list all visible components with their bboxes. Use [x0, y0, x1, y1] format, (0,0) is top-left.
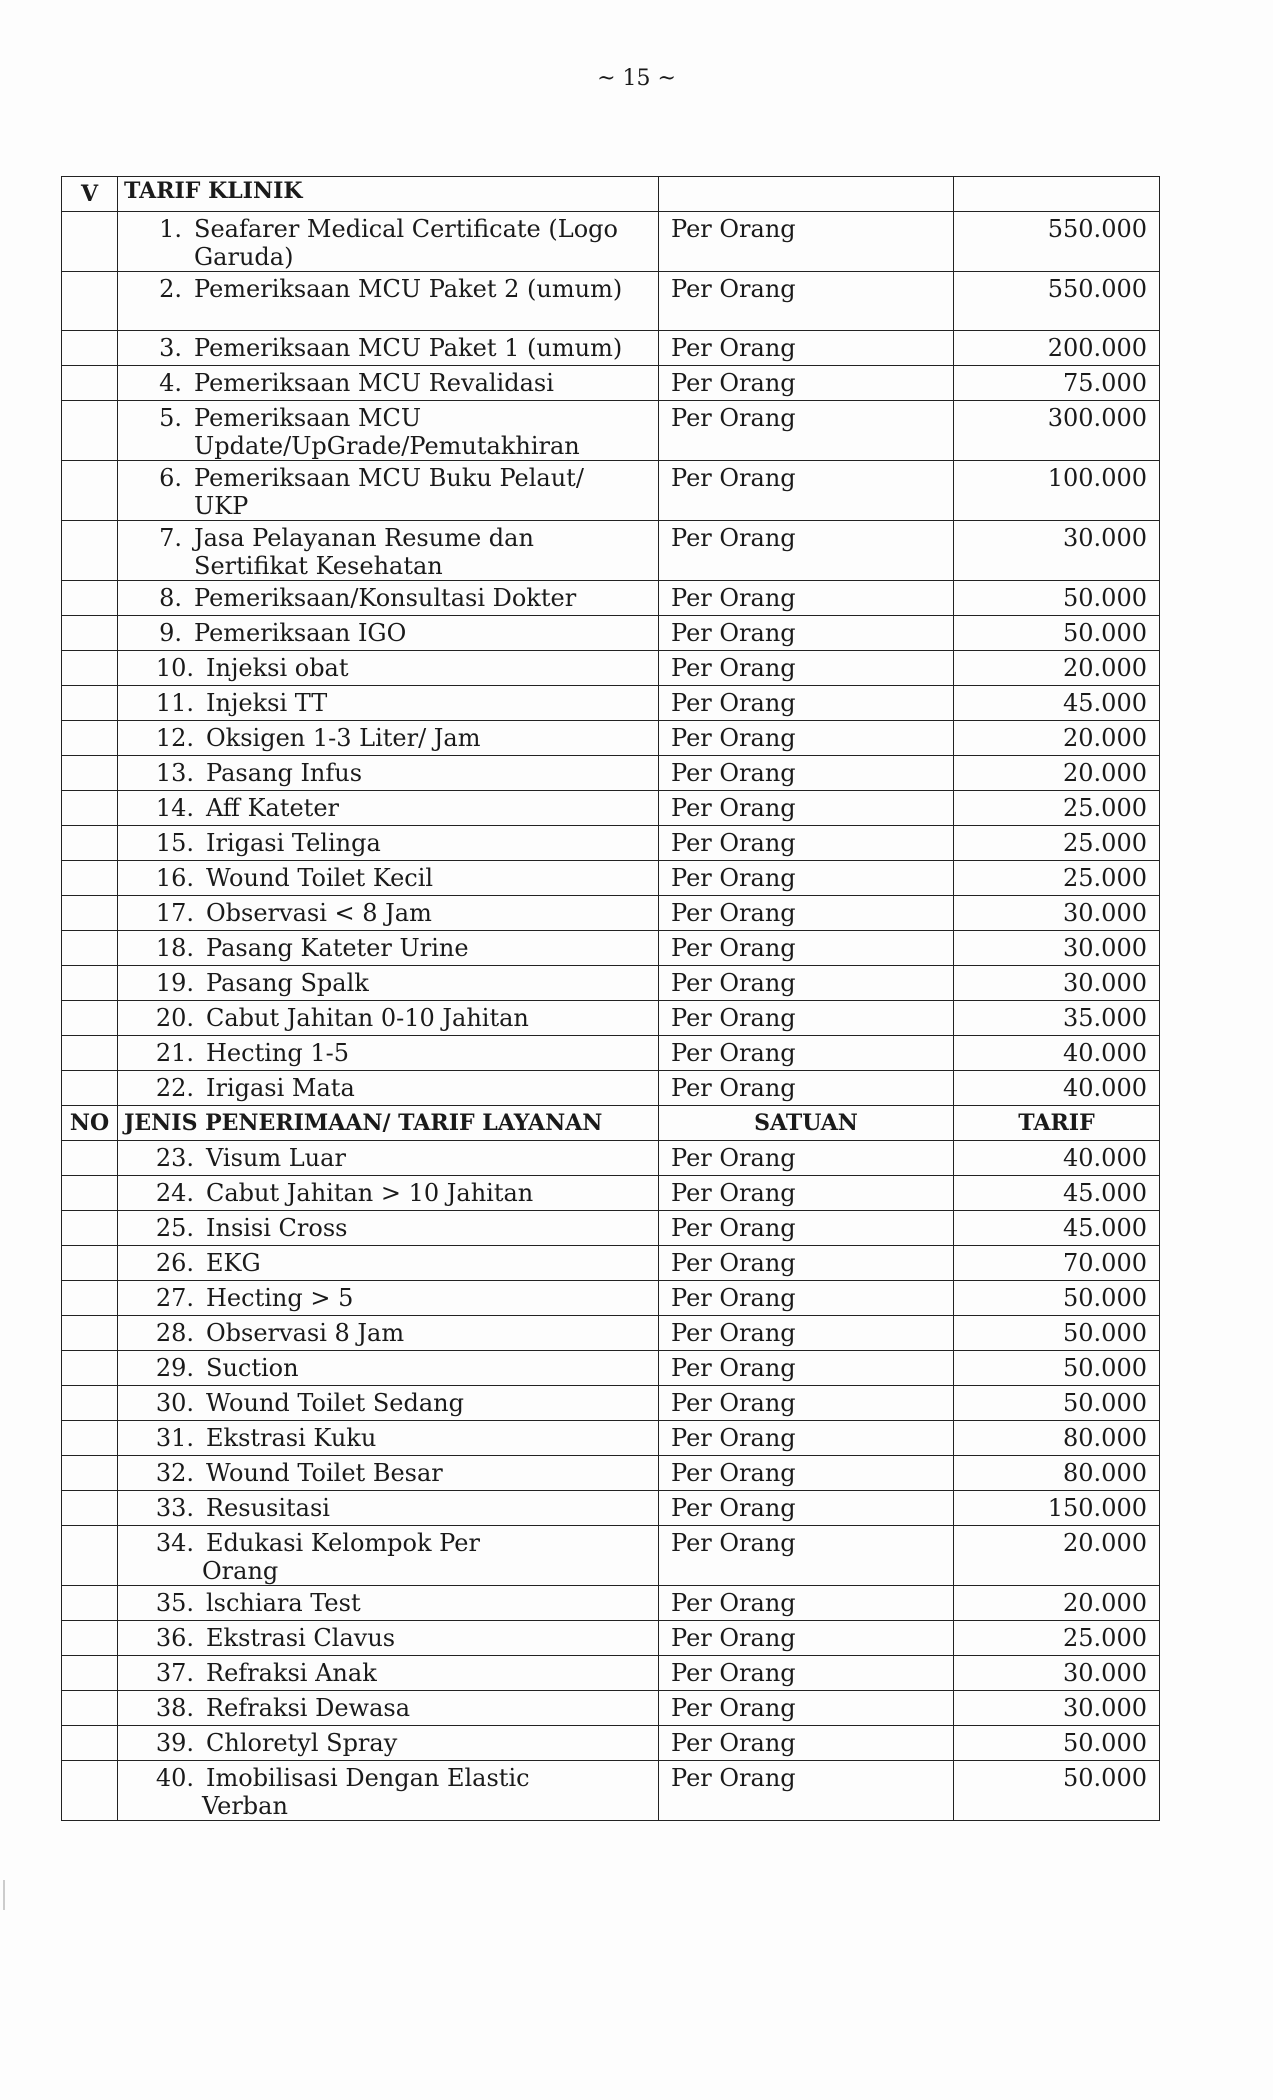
item-index: 1. [159, 215, 182, 243]
item-name-cell [118, 1526, 659, 1586]
item-index: 4. [159, 369, 182, 397]
item-unit: Per Orang [659, 651, 954, 686]
item-tariff: 45.000 [954, 1176, 1160, 1211]
item-name-cell [118, 521, 659, 581]
section-title: TARIF KLINIK [118, 177, 659, 212]
item-name-cell [118, 1586, 659, 1621]
item-index: 19. [155, 969, 194, 997]
item-name: lschiara Test [206, 1589, 361, 1617]
item-unit: Per Orang [659, 461, 954, 521]
item-index: 40. [155, 1764, 194, 1792]
item-tariff: 70.000 [954, 1246, 1160, 1281]
item-unit: Per Orang [659, 401, 954, 461]
item-name: Pasang Kateter Urine [206, 934, 469, 962]
item-unit: Per Orang [659, 272, 954, 331]
item-tariff: 100.000 [954, 461, 1160, 521]
row-no-cell [62, 461, 118, 521]
item-name-cell [118, 791, 659, 826]
item-name-cell [118, 721, 659, 756]
item-unit: Per Orang [659, 1001, 954, 1036]
item-name: Ekstrasi Kuku [206, 1424, 377, 1452]
item-index: 5. [159, 404, 182, 432]
row-no-cell [62, 1691, 118, 1726]
row-no-cell [62, 1726, 118, 1761]
item-tariff: 45.000 [954, 1211, 1160, 1246]
column-header-row [62, 1106, 1160, 1141]
item-index: 25. [155, 1214, 194, 1242]
item-unit: Per Orang [659, 1211, 954, 1246]
row-no-cell [62, 861, 118, 896]
row-no-cell [62, 1656, 118, 1691]
row-no-cell [62, 1586, 118, 1621]
item-index: 22. [155, 1074, 194, 1102]
item-name-cell [118, 1761, 659, 1821]
tariff-table-body [62, 177, 1160, 1821]
row-no-cell [62, 1526, 118, 1586]
item-tariff: 20.000 [954, 756, 1160, 791]
item-name: Pemeriksaan/Konsultasi Dokter [194, 584, 577, 612]
row-no-cell [62, 1351, 118, 1386]
item-tariff: 300.000 [954, 401, 1160, 461]
item-tariff: 20.000 [954, 721, 1160, 756]
table-row [62, 861, 1160, 896]
item-index: 8. [159, 584, 182, 612]
item-name: Pemeriksaan MCU Paket 2 (umum) [194, 275, 623, 303]
item-unit: Per Orang [659, 826, 954, 861]
item-index: 13. [155, 759, 194, 787]
item-index: 15. [155, 829, 194, 857]
row-no-cell [62, 1621, 118, 1656]
item-index: 28. [155, 1319, 194, 1347]
table-row [62, 1691, 1160, 1726]
table-row [62, 1246, 1160, 1281]
table-row [62, 1621, 1160, 1656]
item-name: EKG [206, 1249, 261, 1277]
item-name: Resusitasi [206, 1494, 330, 1522]
item-unit: Per Orang [659, 931, 954, 966]
item-index: 29. [155, 1354, 194, 1382]
row-no-cell [62, 1761, 118, 1821]
item-name-cell [118, 756, 659, 791]
row-no-cell [62, 1176, 118, 1211]
row-no-cell [62, 521, 118, 581]
item-name: Chloretyl Spray [206, 1729, 398, 1757]
item-name-cell [118, 1386, 659, 1421]
row-no-cell [62, 1456, 118, 1491]
item-index: 31. [155, 1424, 194, 1452]
item-index: 30. [155, 1389, 194, 1417]
table-row [62, 651, 1160, 686]
item-name-cell [118, 581, 659, 616]
item-unit: Per Orang [659, 331, 954, 366]
item-name: Pemeriksaan MCU Revalidasi [194, 369, 554, 397]
item-tariff: 30.000 [954, 931, 1160, 966]
item-index: 21. [155, 1039, 194, 1067]
item-tariff: 40.000 [954, 1036, 1160, 1071]
table-row [62, 461, 1160, 521]
section-number: V [62, 177, 118, 212]
item-name: Pasang Infus [206, 759, 363, 787]
item-unit: Per Orang [659, 756, 954, 791]
item-tariff: 30.000 [954, 1656, 1160, 1691]
row-no-cell [62, 1141, 118, 1176]
item-index: 39. [155, 1729, 194, 1757]
item-name-cell [118, 461, 659, 521]
item-index: 35. [155, 1589, 194, 1617]
item-tariff: 50.000 [954, 616, 1160, 651]
item-index: 20. [155, 1004, 194, 1032]
item-name: Hecting > 5 [206, 1284, 354, 1312]
row-no-cell [62, 756, 118, 791]
item-name-cell [118, 212, 659, 272]
row-no-cell [62, 1281, 118, 1316]
row-no-cell [62, 651, 118, 686]
item-index: 24. [155, 1179, 194, 1207]
row-no-cell [62, 791, 118, 826]
item-unit: Per Orang [659, 1141, 954, 1176]
item-unit: Per Orang [659, 1726, 954, 1761]
item-name: Injeksi obat [206, 654, 349, 682]
table-row [62, 1726, 1160, 1761]
item-unit: Per Orang [659, 1621, 954, 1656]
table-row [62, 1281, 1160, 1316]
item-name-cell [118, 966, 659, 1001]
item-name: Hecting 1-5 [206, 1039, 349, 1067]
item-unit: Per Orang [659, 1386, 954, 1421]
item-index: 10. [155, 654, 194, 682]
item-tariff: 20.000 [954, 1586, 1160, 1621]
row-no-cell [62, 1211, 118, 1246]
item-name: Cabut Jahitan 0-10 Jahitan [206, 1004, 529, 1032]
item-tariff: 30.000 [954, 1691, 1160, 1726]
item-index: 7. [159, 524, 182, 552]
item-unit: Per Orang [659, 861, 954, 896]
table-row [62, 721, 1160, 756]
item-name: Observasi 8 Jam [206, 1319, 405, 1347]
table-row [62, 1526, 1160, 1586]
item-name: Observasi < 8 Jam [206, 899, 432, 927]
item-name-cell [118, 272, 659, 331]
item-index: 34. [155, 1529, 194, 1557]
table-row [62, 1071, 1160, 1106]
table-row [62, 1386, 1160, 1421]
table-row [62, 756, 1160, 791]
item-tariff: 40.000 [954, 1071, 1160, 1106]
item-unit: Per Orang [659, 791, 954, 826]
row-no-cell [62, 1001, 118, 1036]
page-number: ~ 15 ~ [597, 66, 676, 91]
item-tariff: 150.000 [954, 1491, 1160, 1526]
table-row [62, 1316, 1160, 1351]
item-tariff: 80.000 [954, 1456, 1160, 1491]
item-tariff: 25.000 [954, 861, 1160, 896]
item-name: Wound Toilet Sedang [206, 1389, 464, 1417]
item-name-cell [118, 1421, 659, 1456]
item-index: 3. [159, 334, 182, 362]
item-index: 38. [155, 1694, 194, 1722]
item-index: 27. [155, 1284, 194, 1312]
item-unit: Per Orang [659, 1176, 954, 1211]
item-name: Wound Toilet Kecil [206, 864, 434, 892]
item-tariff: 200.000 [954, 331, 1160, 366]
item-tariff: 35.000 [954, 1001, 1160, 1036]
table-row [62, 521, 1160, 581]
table-row [62, 1456, 1160, 1491]
table-row [62, 1001, 1160, 1036]
item-name-cell [118, 1726, 659, 1761]
table-row [62, 331, 1160, 366]
table-row [62, 581, 1160, 616]
item-tariff: 25.000 [954, 826, 1160, 861]
table-row [62, 1351, 1160, 1386]
item-name-cell [118, 826, 659, 861]
table-row [62, 1761, 1160, 1821]
item-tariff: 20.000 [954, 651, 1160, 686]
item-name: Oksigen 1-3 Liter/ Jam [206, 724, 481, 752]
item-name-cell [118, 616, 659, 651]
item-name: Wound Toilet Besar [206, 1459, 443, 1487]
item-tariff: 50.000 [954, 581, 1160, 616]
table-row [62, 212, 1160, 272]
item-tariff: 80.000 [954, 1421, 1160, 1456]
row-no-cell [62, 721, 118, 756]
item-name: Jasa Pelayanan Resume dan Sertifikat Kesehatan [194, 524, 534, 580]
item-name: Pemeriksaan MCU Buku Pelaut/ UKP [194, 464, 584, 520]
item-index: 9. [159, 619, 182, 647]
section-tariff-cell [954, 177, 1160, 212]
section-row [62, 177, 1160, 212]
header-unit: SATUAN [659, 1106, 954, 1141]
item-name: Aff Kateter [206, 794, 339, 822]
item-tariff: 25.000 [954, 791, 1160, 826]
table-row [62, 686, 1160, 721]
item-name: Irigasi Mata [206, 1074, 355, 1102]
item-unit: Per Orang [659, 581, 954, 616]
item-unit: Per Orang [659, 686, 954, 721]
item-name-cell [118, 1246, 659, 1281]
item-unit: Per Orang [659, 1691, 954, 1726]
item-unit: Per Orang [659, 896, 954, 931]
item-name-cell [118, 686, 659, 721]
item-name: Imobilisasi Dengan Elastic [206, 1764, 530, 1792]
item-tariff: 75.000 [954, 366, 1160, 401]
item-unit: Per Orang [659, 1316, 954, 1351]
item-unit: Per Orang [659, 1586, 954, 1621]
item-index: 6. [159, 464, 182, 492]
item-name: Ekstrasi Clavus [206, 1624, 396, 1652]
row-no-cell [62, 1421, 118, 1456]
item-name: Pemeriksaan IGO [194, 619, 407, 647]
row-no-cell [62, 966, 118, 1001]
item-name: Pemeriksaan MCU Update/UpGrade/Pemutakhiran [194, 404, 580, 460]
item-name-cell [118, 1176, 659, 1211]
table-row [62, 401, 1160, 461]
item-unit: Per Orang [659, 1761, 954, 1821]
table-row [62, 616, 1160, 651]
item-index: 12. [155, 724, 194, 752]
row-no-cell [62, 212, 118, 272]
table-row [62, 1491, 1160, 1526]
row-no-cell [62, 331, 118, 366]
item-tariff: 40.000 [954, 1141, 1160, 1176]
item-tariff: 25.000 [954, 1621, 1160, 1656]
section-unit-cell [659, 177, 954, 212]
item-index: 37. [155, 1659, 194, 1687]
item-unit: Per Orang [659, 1351, 954, 1386]
item-name-cell [118, 1211, 659, 1246]
item-name: Cabut Jahitan > 10 Jahitan [206, 1179, 534, 1207]
item-index: 17. [155, 899, 194, 927]
item-index: 32. [155, 1459, 194, 1487]
item-unit: Per Orang [659, 521, 954, 581]
item-name-cell [118, 1351, 659, 1386]
item-index: 26. [155, 1249, 194, 1277]
item-unit: Per Orang [659, 1036, 954, 1071]
item-unit: Per Orang [659, 1456, 954, 1491]
header-name: JENIS PENERIMAAN/ TARIF LAYANAN [118, 1106, 659, 1141]
item-index: 2. [159, 275, 182, 303]
item-name: Visum Luar [206, 1144, 346, 1172]
item-tariff: 50.000 [954, 1316, 1160, 1351]
item-name-cell [118, 931, 659, 966]
table-row [62, 791, 1160, 826]
item-name: Suction [206, 1354, 299, 1382]
item-name-cell [118, 401, 659, 461]
table-row [62, 1211, 1160, 1246]
item-unit: Per Orang [659, 966, 954, 1001]
item-name-cell [118, 1141, 659, 1176]
item-name: Injeksi TT [206, 689, 328, 717]
item-name: Edukasi Kelompok Per [206, 1529, 480, 1557]
table-row [62, 966, 1160, 1001]
item-index: 23. [155, 1144, 194, 1172]
row-no-cell [62, 686, 118, 721]
item-tariff: 50.000 [954, 1761, 1160, 1821]
scan-margin-mark [3, 1880, 5, 1910]
item-tariff: 550.000 [954, 272, 1160, 331]
table-row [62, 1036, 1160, 1071]
item-name-cell [118, 1456, 659, 1491]
item-index: 36. [155, 1624, 194, 1652]
item-name-cell [118, 896, 659, 931]
item-tariff: 20.000 [954, 1526, 1160, 1586]
row-no-cell [62, 1491, 118, 1526]
item-tariff: 45.000 [954, 686, 1160, 721]
item-name: Pasang Spalk [206, 969, 369, 997]
item-tariff: 50.000 [954, 1386, 1160, 1421]
table-row [62, 1176, 1160, 1211]
item-name: Pemeriksaan MCU Paket 1 (umum) [194, 334, 623, 362]
item-index: 16. [155, 864, 194, 892]
item-tariff: 30.000 [954, 521, 1160, 581]
item-name: Seafarer Medical Certificate (Logo Garuda) [194, 215, 618, 271]
item-name: Irigasi Telinga [206, 829, 381, 857]
table-row [62, 826, 1160, 861]
tariff-table [61, 176, 1160, 1821]
item-unit: Per Orang [659, 616, 954, 651]
row-no-cell [62, 1386, 118, 1421]
item-name: Insisi Cross [206, 1214, 348, 1242]
row-no-cell [62, 826, 118, 861]
row-no-cell [62, 581, 118, 616]
item-name-continuation: Verban [202, 1792, 288, 1820]
item-name-cell [118, 331, 659, 366]
row-no-cell [62, 272, 118, 331]
item-name-cell [118, 1071, 659, 1106]
row-no-cell [62, 1071, 118, 1106]
row-no-cell [62, 1316, 118, 1351]
row-no-cell [62, 1246, 118, 1281]
item-name-cell [118, 1316, 659, 1351]
header-tariff: TARIF [954, 1106, 1160, 1141]
item-name-cell [118, 1691, 659, 1726]
item-name-continuation: Orang [202, 1557, 279, 1585]
item-index: 14. [155, 794, 194, 822]
table-row [62, 1421, 1160, 1456]
item-name-cell [118, 651, 659, 686]
item-name-cell [118, 861, 659, 896]
item-name: Refraksi Dewasa [206, 1694, 411, 1722]
item-tariff: 50.000 [954, 1281, 1160, 1316]
item-name-cell [118, 366, 659, 401]
item-tariff: 50.000 [954, 1351, 1160, 1386]
item-index: 11. [155, 689, 194, 717]
item-unit: Per Orang [659, 1281, 954, 1316]
item-name-cell [118, 1036, 659, 1071]
item-tariff: 550.000 [954, 212, 1160, 272]
item-name: Refraksi Anak [206, 1659, 377, 1687]
header-no: NO [62, 1106, 118, 1141]
item-name-cell [118, 1656, 659, 1691]
item-unit: Per Orang [659, 1421, 954, 1456]
row-no-cell [62, 896, 118, 931]
table-row [62, 931, 1160, 966]
item-index: 33. [155, 1494, 194, 1522]
table-row [62, 1656, 1160, 1691]
item-name-cell [118, 1491, 659, 1526]
item-unit: Per Orang [659, 212, 954, 272]
item-unit: Per Orang [659, 366, 954, 401]
item-unit: Per Orang [659, 1656, 954, 1691]
row-no-cell [62, 616, 118, 651]
item-name-cell [118, 1281, 659, 1316]
row-no-cell [62, 931, 118, 966]
item-unit: Per Orang [659, 1071, 954, 1106]
row-no-cell [62, 366, 118, 401]
item-unit: Per Orang [659, 721, 954, 756]
row-no-cell [62, 1036, 118, 1071]
item-unit: Per Orang [659, 1246, 954, 1281]
item-tariff: 50.000 [954, 1726, 1160, 1761]
item-name-cell [118, 1621, 659, 1656]
item-index: 18. [155, 934, 194, 962]
item-name-cell [118, 1001, 659, 1036]
table-row [62, 1141, 1160, 1176]
table-row [62, 1586, 1160, 1621]
row-no-cell [62, 401, 118, 461]
table-row [62, 366, 1160, 401]
table-row [62, 896, 1160, 931]
item-tariff: 30.000 [954, 896, 1160, 931]
table-row [62, 272, 1160, 331]
item-tariff: 30.000 [954, 966, 1160, 1001]
item-unit: Per Orang [659, 1526, 954, 1586]
item-unit: Per Orang [659, 1491, 954, 1526]
